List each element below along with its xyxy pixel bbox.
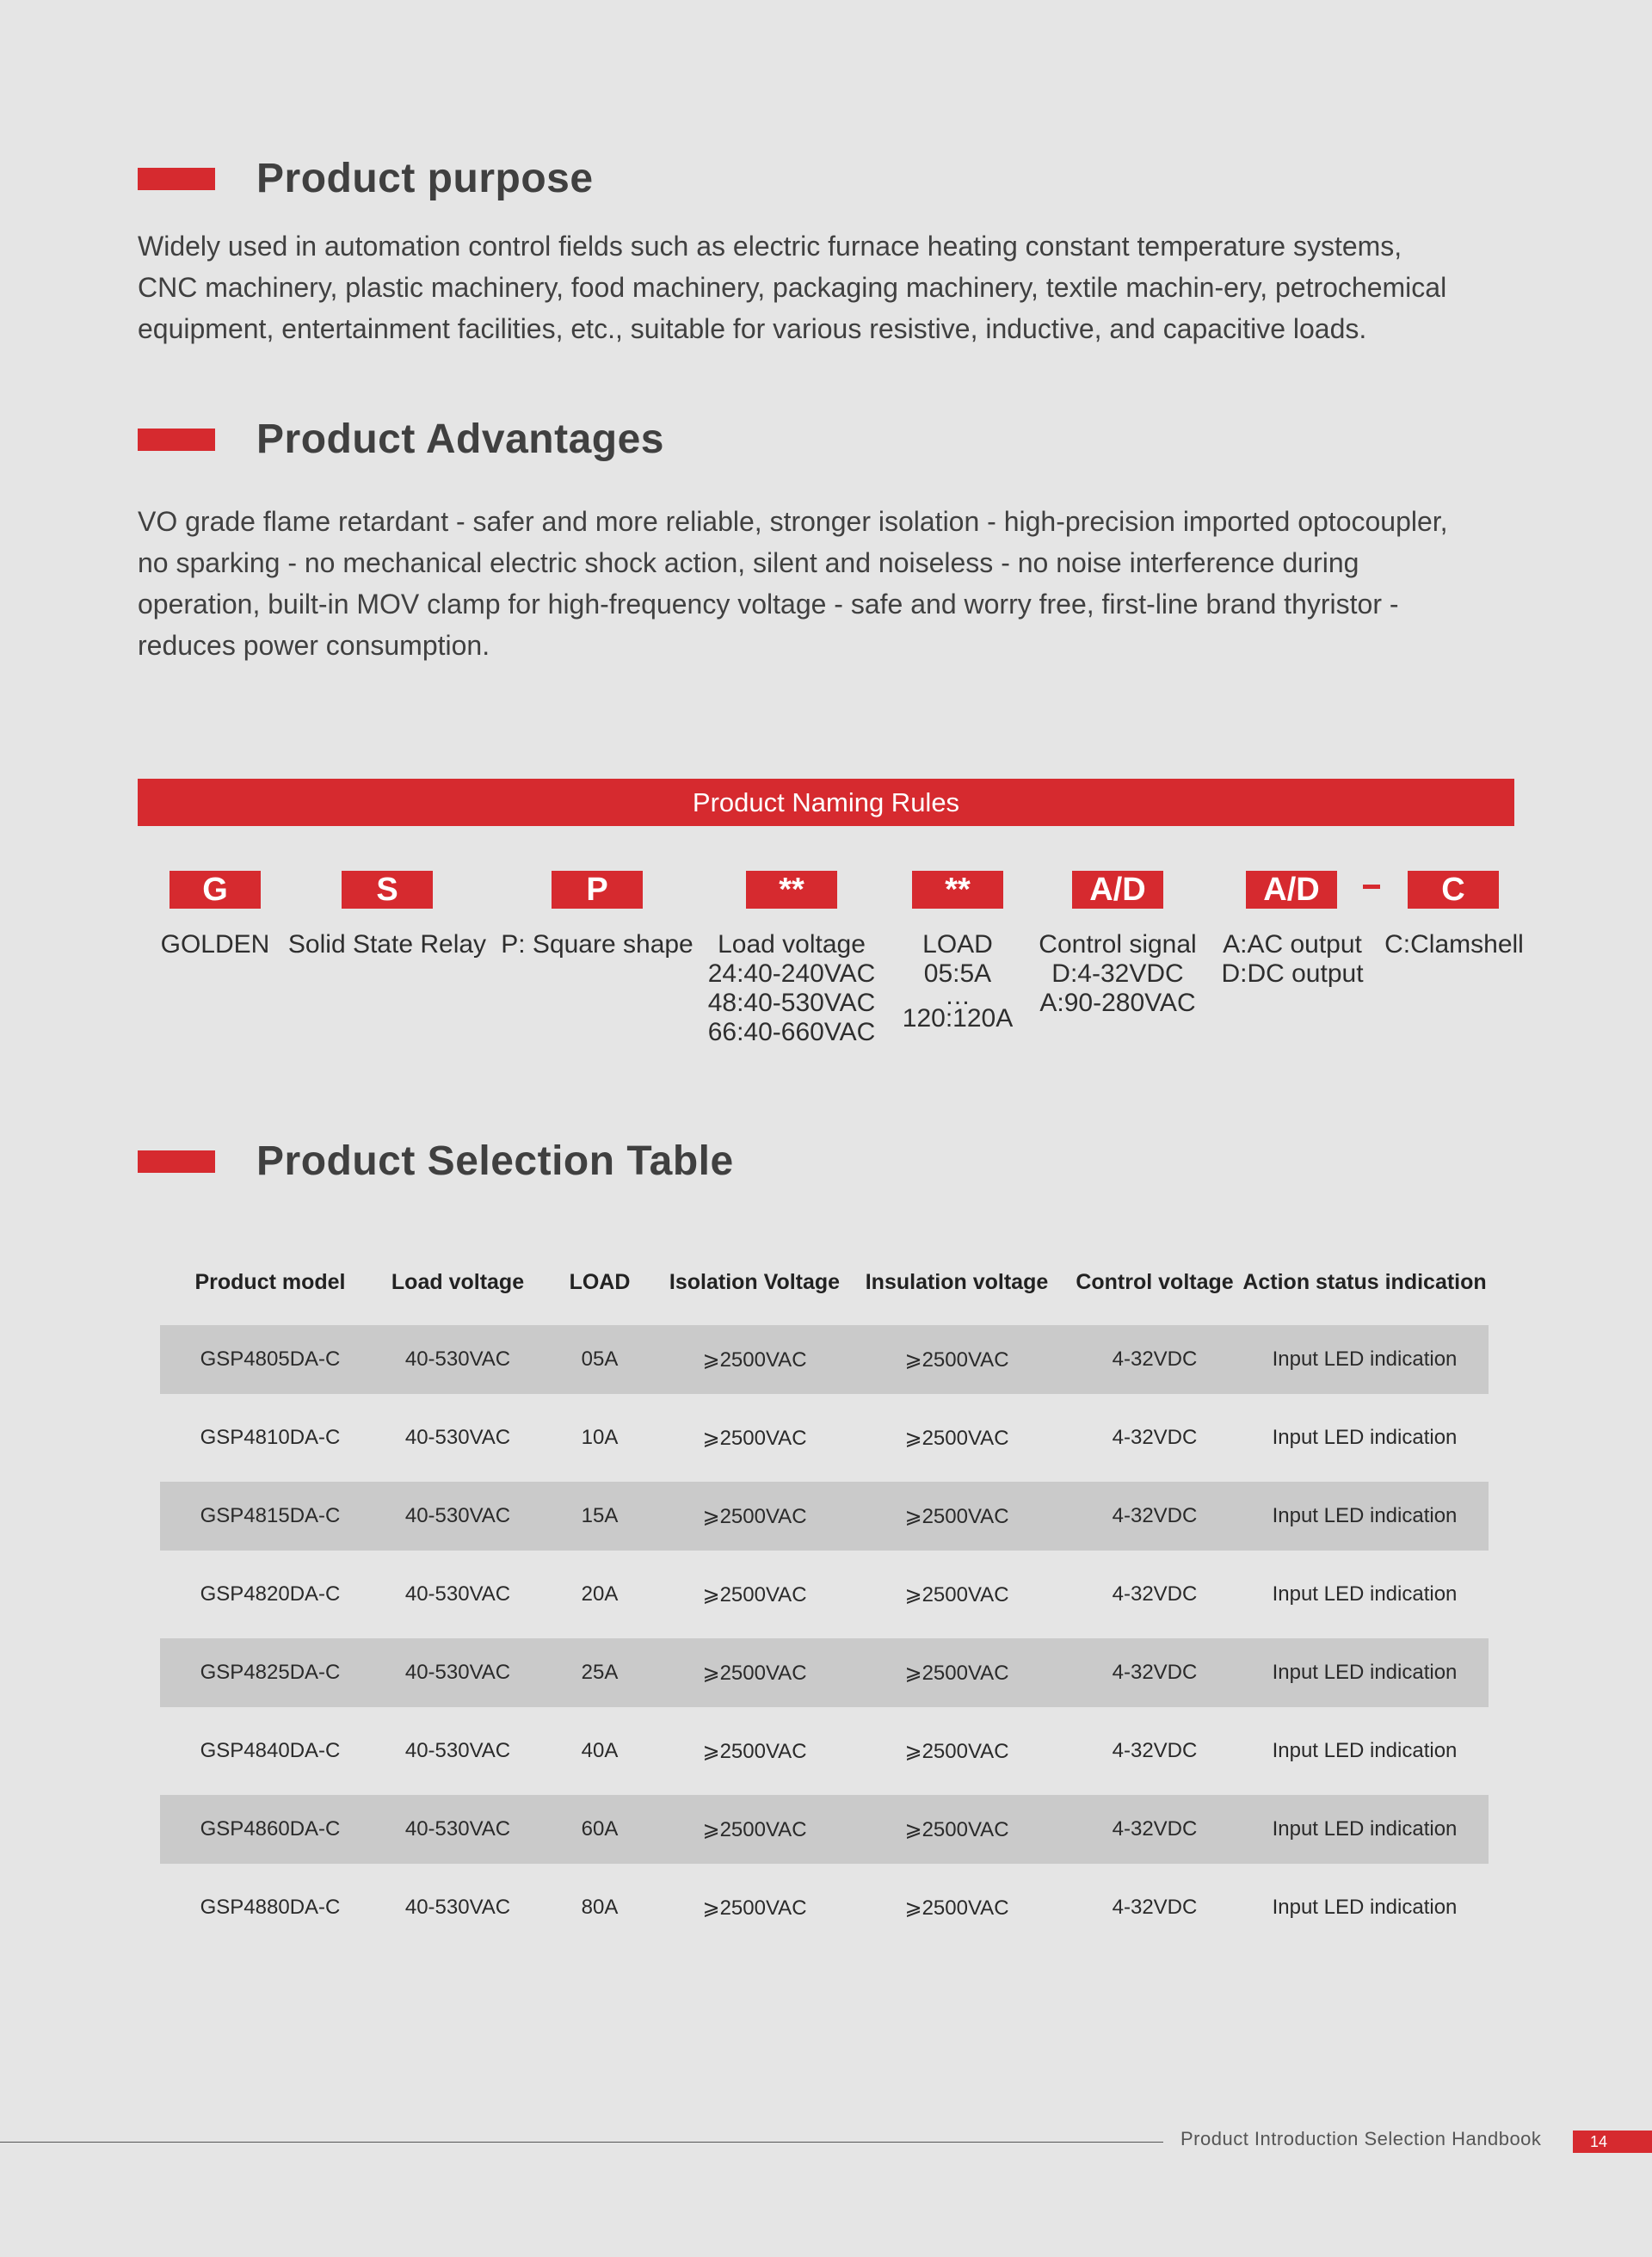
table-cell: 15A — [581, 1504, 619, 1527]
section-product-selection — [138, 1138, 734, 1185]
table-cell: Input LED indication — [1272, 1739, 1458, 1762]
table-body — [160, 1325, 1489, 1952]
table-cell: 40-530VAC — [404, 1817, 511, 1841]
advantages-text: VO grade flame retardant - safer and more reliable, stronger isolation - high-precision imported optocoupler, no sparking - no mechanical electric shock action, silent and noiseless - no noise interference during operation, built-in MOV clamp for high-frequency voltage - safe and worry free, first-line brand thyristor - reduces power consumption. — [138, 506, 1448, 661]
table-cell: 20A — [581, 1582, 619, 1606]
table-cell: 40-530VAC — [404, 1661, 511, 1684]
table-cell: ⩾2500VAC — [702, 1426, 807, 1450]
table-cell: ⩾2500VAC — [904, 1582, 1009, 1606]
table-cell: ⩾2500VAC — [702, 1739, 807, 1763]
table-header-cell: LOAD — [569, 1270, 631, 1294]
table-cell: GSP4860DA-C — [200, 1817, 341, 1841]
naming-desc-control: Control signal D:4-32VDC A:90-280VAC — [1039, 930, 1197, 1017]
table-cell: 40-530VAC — [404, 1582, 511, 1606]
table-cell: ⩾2500VAC — [702, 1347, 807, 1372]
table-cell: 25A — [581, 1661, 619, 1684]
naming-desc-golden: GOLDEN — [160, 930, 270, 959]
purpose-text: Widely used in automation control fields such as electric furnace heating constant temperature systems, CNC machinery, plastic machinery, food machinery, packaging machinery, textile machin-ery, petrochemical equipment, entertainment facilities, etc., suitable for various resistive, inductive, and capacitive loads. — [138, 231, 1447, 344]
section-accent-bar — [138, 1150, 215, 1173]
table-cell: ⩾2500VAC — [904, 1661, 1009, 1685]
table-cell: GSP4805DA-C — [200, 1347, 341, 1371]
table-cell: GSP4815DA-C — [200, 1504, 341, 1527]
table-cell: 4-32VDC — [1112, 1582, 1198, 1606]
table-cell: ⩾2500VAC — [904, 1426, 1009, 1450]
page-number: 14 — [1573, 2131, 1652, 2153]
table-row — [160, 1864, 1489, 1952]
table-row — [160, 1325, 1489, 1394]
table-cell: 4-32VDC — [1112, 1817, 1198, 1841]
table-cell: GSP4840DA-C — [200, 1739, 341, 1762]
section-product-purpose — [138, 155, 594, 202]
naming-desc-load: LOAD 05:5A … 120:120A — [902, 930, 1014, 1033]
naming-desc-clamshell: C:Clamshell — [1384, 930, 1524, 959]
table-cell: 4-32VDC — [1112, 1739, 1198, 1762]
naming-rules-banner: Product Naming Rules — [138, 779, 1514, 826]
table-cell: ⩾2500VAC — [904, 1739, 1009, 1763]
section-product-advantages — [138, 416, 664, 463]
table-header-cell: Control voltage — [1076, 1270, 1234, 1294]
table-cell: 40A — [581, 1739, 619, 1762]
table-cell: 40-530VAC — [404, 1896, 511, 1919]
table-cell: 40-530VAC — [404, 1426, 511, 1449]
table-cell: GSP4810DA-C — [200, 1426, 341, 1449]
naming-code-p: P — [552, 871, 643, 909]
table-cell: ⩾2500VAC — [702, 1582, 807, 1606]
table-header-row — [160, 1239, 1489, 1325]
table-cell: ⩾2500VAC — [904, 1504, 1009, 1528]
table-cell: ⩾2500VAC — [702, 1896, 807, 1920]
naming-dash — [1363, 885, 1380, 889]
table-cell: 40-530VAC — [404, 1739, 511, 1762]
table-cell: 4-32VDC — [1112, 1504, 1198, 1527]
naming-desc-output: A:AC output D:DC output — [1221, 930, 1364, 988]
selection-table — [160, 1239, 1489, 1952]
table-cell: 4-32VDC — [1112, 1347, 1198, 1371]
table-header-cell: Action status indication — [1242, 1270, 1487, 1294]
naming-desc-ssr: Solid State Relay — [287, 930, 487, 959]
section-title: Product Selection Table — [256, 1138, 734, 1184]
table-cell: Input LED indication — [1272, 1347, 1458, 1371]
table-cell: Input LED indication — [1272, 1582, 1458, 1606]
table-header-cell: Insulation voltage — [865, 1270, 1049, 1294]
naming-code-voltage: ** — [746, 871, 837, 909]
naming-code-load: ** — [912, 871, 1003, 909]
table-cell: ⩾2500VAC — [904, 1896, 1009, 1920]
footer-title: Product Introduction Selection Handbook — [1180, 2128, 1542, 2149]
naming-desc-load-voltage: Load voltage 24:40-240VAC 48:40-530VAC 66:40-660VAC — [707, 930, 876, 1046]
table-cell: 4-32VDC — [1112, 1896, 1198, 1919]
naming-code-output: A/D — [1246, 871, 1337, 909]
table-cell: 40-530VAC — [404, 1347, 511, 1371]
table-cell: Input LED indication — [1272, 1426, 1458, 1449]
section-title: Product purpose — [256, 156, 594, 201]
table-cell: Input LED indication — [1272, 1661, 1458, 1684]
naming-desc-shape: P: Square shape — [501, 930, 693, 959]
table-row — [160, 1551, 1489, 1638]
table-header-cell: Product model — [194, 1270, 346, 1294]
table-cell: ⩾2500VAC — [702, 1661, 807, 1685]
naming-code-s: S — [342, 871, 433, 909]
table-cell: 4-32VDC — [1112, 1661, 1198, 1684]
table-cell: GSP4820DA-C — [200, 1582, 341, 1606]
section-accent-bar — [138, 429, 215, 451]
footer-divider — [0, 2142, 1163, 2143]
table-cell: GSP4880DA-C — [200, 1896, 341, 1919]
naming-code-c: C — [1408, 871, 1499, 909]
table-header-cell: Load voltage — [391, 1270, 525, 1294]
table-cell: 80A — [581, 1896, 619, 1919]
table-cell: ⩾2500VAC — [702, 1504, 807, 1528]
table-cell: 10A — [581, 1426, 619, 1449]
table-cell: ⩾2500VAC — [702, 1817, 807, 1841]
table-row — [160, 1638, 1489, 1707]
table-cell: ⩾2500VAC — [904, 1347, 1009, 1372]
table-cell: ⩾2500VAC — [904, 1817, 1009, 1841]
naming-code-control: A/D — [1072, 871, 1163, 909]
section-accent-bar — [138, 168, 215, 190]
table-cell: Input LED indication — [1272, 1817, 1458, 1841]
table-header-cell: Isolation Voltage — [669, 1270, 841, 1294]
table-cell: 4-32VDC — [1112, 1426, 1198, 1449]
table-row — [160, 1394, 1489, 1482]
table-cell: 60A — [581, 1817, 619, 1841]
table-cell: Input LED indication — [1272, 1896, 1458, 1919]
table-cell: GSP4825DA-C — [200, 1661, 341, 1684]
section-title: Product Advantages — [256, 416, 664, 462]
naming-code-g: G — [170, 871, 261, 909]
table-cell: Input LED indication — [1272, 1504, 1458, 1527]
table-cell: 05A — [581, 1347, 619, 1371]
table-row — [160, 1795, 1489, 1864]
table-row — [160, 1707, 1489, 1795]
table-cell: 40-530VAC — [404, 1504, 511, 1527]
table-row — [160, 1482, 1489, 1551]
